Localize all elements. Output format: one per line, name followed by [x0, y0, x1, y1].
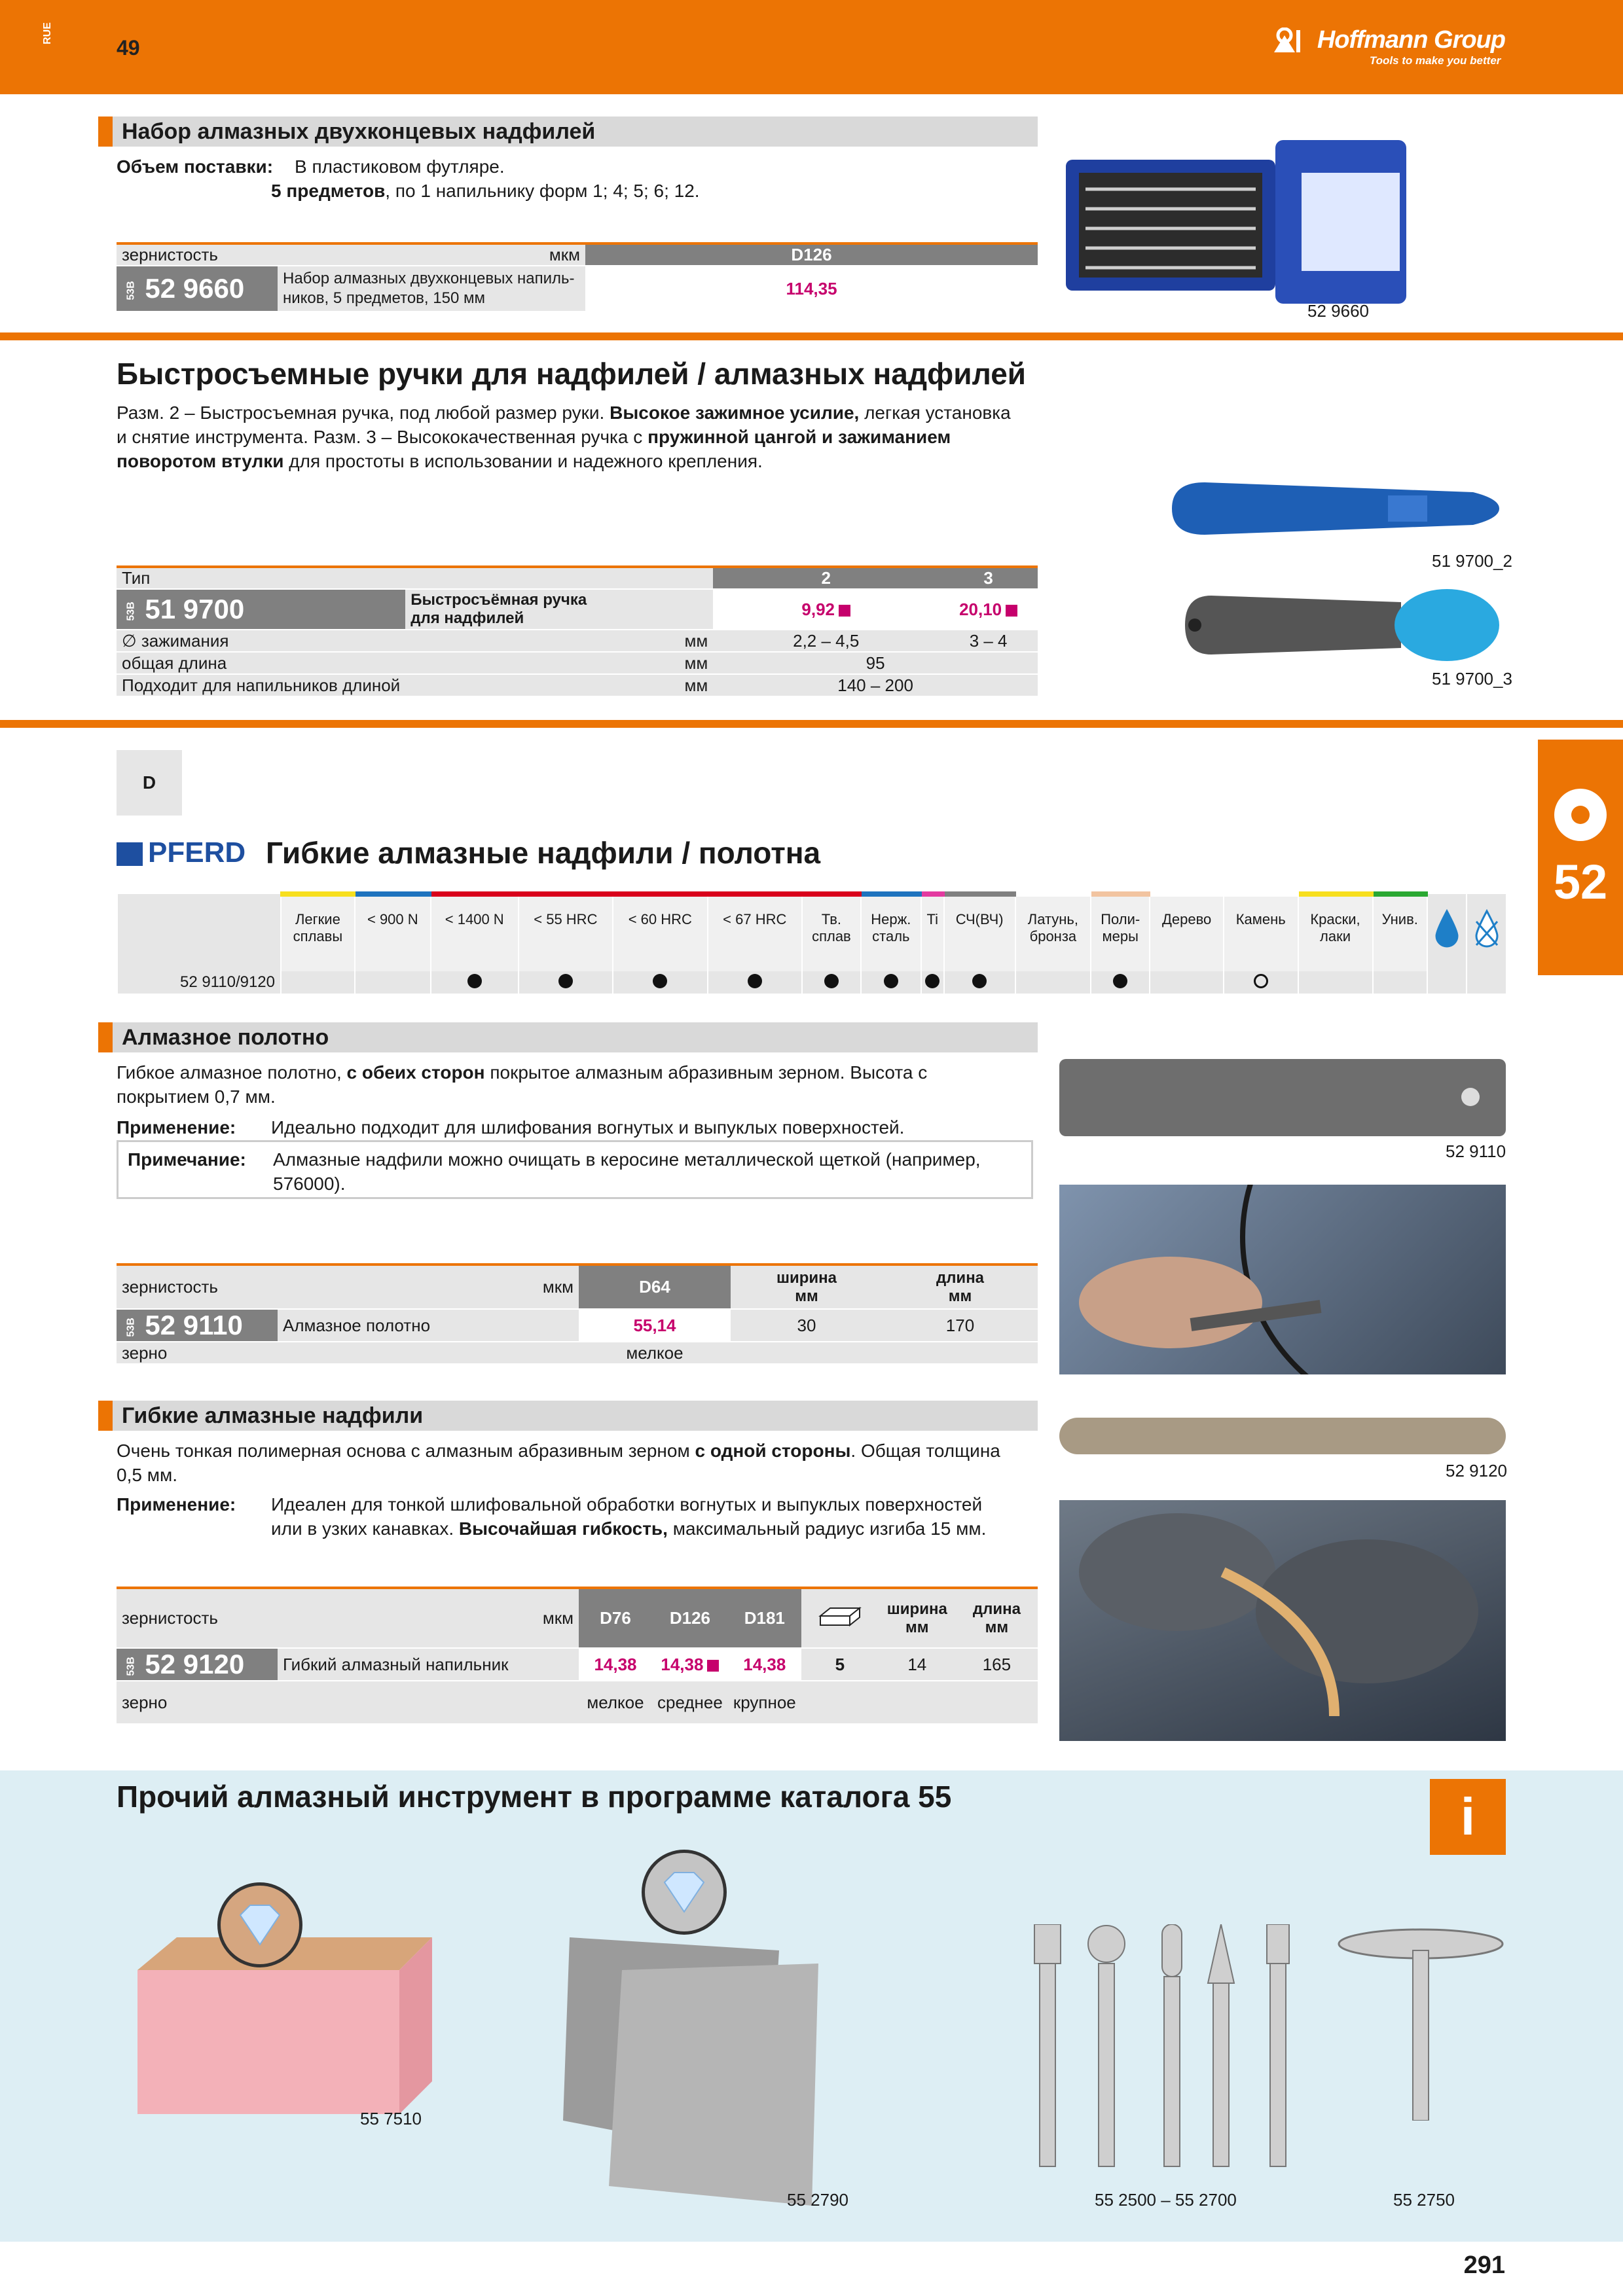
- note-line2: 576000).: [273, 1174, 346, 1194]
- flex-app2c: максимальный радиус изгиба 15 мм.: [672, 1518, 987, 1539]
- suitable-dot-icon: [467, 974, 482, 988]
- material-mark: [431, 971, 519, 994]
- note-label: Примечание:: [128, 1149, 246, 1170]
- material-mark: [944, 971, 1015, 994]
- price-d126[interactable]: [652, 1648, 728, 1681]
- chapter-number: 52: [1553, 855, 1608, 909]
- width-unit: мм: [795, 1287, 818, 1305]
- note-line1: Алмазные надфили можно очищать в керосине металлической щеткой (например,: [273, 1149, 981, 1170]
- handles-p3: для простоты в использовании и надежного крепления.: [289, 451, 763, 471]
- handle-2-image: [1165, 473, 1506, 545]
- price[interactable]: 55,14: [579, 1309, 731, 1342]
- flexfiles-desc: [117, 1439, 1046, 1487]
- price-d181[interactable]: 14,38: [728, 1648, 801, 1681]
- article-number-text: 52 9660: [145, 273, 245, 304]
- cloth-app-text: Идеально подходит для шлифования вогнутых и выпуклых поверхностей.: [271, 1117, 905, 1138]
- info-icon[interactable]: i: [1430, 1779, 1506, 1855]
- price-d76[interactable]: 14,38: [579, 1648, 652, 1681]
- materials-row-label: 52 9110/9120: [117, 971, 281, 994]
- handles-p2b: пружинной цангой и зажиманием: [647, 427, 951, 447]
- diamond-disc-image: [1336, 1924, 1506, 2121]
- caption-flexfile: 52 9120: [1446, 1461, 1507, 1480]
- handles-table: [117, 565, 1038, 697]
- width-value: 14: [879, 1648, 956, 1681]
- material-mark: [1015, 971, 1091, 994]
- price-d126-text: 14,38: [661, 1654, 704, 1674]
- diamond-file-set-image: [1059, 134, 1426, 310]
- length-value: 165: [956, 1648, 1038, 1681]
- grit-label: зернистость: [117, 1588, 278, 1648]
- grain-3: крупное: [728, 1681, 801, 1724]
- article-number[interactable]: [117, 1648, 278, 1681]
- chapter-tab: [1538, 740, 1623, 975]
- hoffmann-logo-icon: [1271, 27, 1311, 54]
- suitable-dot-icon: [558, 974, 573, 988]
- grit-col-1: D76: [579, 1588, 652, 1648]
- clamp-3: 3 – 4: [939, 630, 1038, 652]
- materials-table: [117, 891, 1506, 994]
- material-header: СЧ(ВЧ): [944, 894, 1015, 971]
- material-header: Нерж. сталь: [861, 894, 921, 971]
- note-text: [273, 1147, 1026, 1196]
- price-type2[interactable]: [713, 589, 939, 630]
- material-mark: [613, 971, 707, 994]
- length-label: длина: [936, 1268, 985, 1287]
- material-header: Дерево: [1150, 894, 1224, 971]
- cloth-p1b: с обеих сторон: [346, 1062, 485, 1083]
- material-header: < 67 HRC: [708, 894, 802, 971]
- pferd-brand: PFERD: [148, 836, 246, 869]
- section-title-flexfiles: Гибкие алмазные надфили: [98, 1401, 1038, 1431]
- drop-icon: [1427, 894, 1467, 971]
- article-number-text: 51 9700: [145, 594, 245, 624]
- price-type3-text: 20,10: [959, 599, 1002, 619]
- grit-unit: мкм: [278, 1265, 579, 1309]
- flexfile-usage-photo: [1059, 1500, 1506, 1741]
- grain-empty: [879, 1681, 956, 1724]
- suitable-dot-icon: [653, 974, 667, 988]
- width-header: [731, 1265, 883, 1309]
- note-box: [117, 1140, 1033, 1199]
- flex-app2a: или в узких канавках.: [271, 1518, 454, 1539]
- type-col3: 3: [939, 567, 1038, 589]
- material-header: < 55 HRC: [519, 894, 613, 971]
- article-desc: Гибкий алмазный напильник: [278, 1648, 579, 1681]
- set-table: [117, 242, 1038, 312]
- caption-other-4: 55 2750: [1393, 2190, 1455, 2210]
- flexible-file-image: [1059, 1418, 1506, 1454]
- cloth-p2: покрытием 0,7 мм.: [117, 1086, 276, 1107]
- price-type2-text: 9,92: [801, 599, 835, 619]
- delivery-bold: 5 предметов: [271, 181, 386, 201]
- clamp-label: ∅ зажимания: [117, 630, 405, 652]
- section-title-cloth: Алмазное полотно: [98, 1022, 1038, 1052]
- cloth-usage-photo: [1059, 1185, 1506, 1374]
- pack-icon: [801, 1588, 879, 1648]
- length-unit: мм: [948, 1287, 972, 1305]
- price[interactable]: 114,35: [585, 266, 1038, 312]
- caption-other-3: 55 2500 – 55 2700: [1095, 2190, 1237, 2210]
- flexfiles-app: [117, 1492, 1046, 1539]
- flex-p2: 0,5 мм.: [117, 1465, 177, 1485]
- cloth-app: [117, 1115, 1046, 1139]
- flex-app-text: [271, 1492, 1057, 1541]
- material-mark: [1373, 971, 1427, 994]
- suitable-dot-icon: [972, 974, 987, 988]
- clamp-2: 2,2 – 4,5: [713, 630, 939, 652]
- delivery-label: Объем поставки:: [117, 156, 274, 177]
- delivery-rest: , по 1 напильнику форм 1; 4; 5; 6; 12.: [385, 181, 700, 201]
- suitable-dot-icon: [1113, 974, 1127, 988]
- length-unit: мм: [985, 1618, 1009, 1636]
- material-header: Поли- меры: [1091, 894, 1150, 971]
- page-left-number: 49: [117, 36, 140, 60]
- brand-tagline: Tools to make you better: [1369, 54, 1501, 67]
- grit-col: D64: [579, 1265, 731, 1309]
- side-tag: RUE: [41, 22, 53, 45]
- material-mark: [355, 971, 431, 994]
- price-type3[interactable]: [939, 589, 1038, 630]
- caption-handle-3: 51 9700_3: [1432, 669, 1512, 689]
- pferd-logo: [117, 836, 246, 869]
- brand-name: Hoffmann Group: [1317, 26, 1505, 54]
- suitable-dot-icon: [824, 974, 839, 988]
- fit-value: 140 – 200: [713, 674, 1038, 696]
- article-desc: [405, 589, 713, 630]
- caption-other-2: 55 2790: [787, 2190, 848, 2210]
- length-label: длина: [972, 1600, 1021, 1618]
- desc-line2: ников, 5 предметов, 150 мм: [283, 289, 485, 307]
- handles-p1c: легкая установка: [864, 403, 1011, 423]
- width-label: ширина: [886, 1600, 947, 1618]
- material-header: Легкие сплавы: [281, 894, 355, 971]
- article-desc: Алмазное полотно: [278, 1309, 579, 1342]
- length-value: 170: [883, 1309, 1038, 1342]
- desc-line1: Быстросъёмная ручка: [410, 591, 587, 609]
- grinding-disc-icon: [1551, 785, 1610, 844]
- fit-unit: мм: [405, 674, 713, 696]
- pferd-logo-icon: [117, 842, 143, 866]
- page-number: 291: [1463, 2251, 1505, 2279]
- material-mark: [281, 971, 355, 994]
- brand-logo: [1317, 26, 1505, 67]
- grain-empty: [801, 1681, 879, 1724]
- grain-empty: [956, 1681, 1038, 1724]
- grit-label: зернистость: [117, 1265, 278, 1309]
- material-header: Ti: [921, 894, 944, 971]
- caption-handle-2: 51 9700_2: [1432, 551, 1512, 571]
- article-desc: [278, 266, 585, 312]
- section-title-flex: Гибкие алмазные надфили / полотна: [266, 836, 821, 870]
- pack-value: 5: [801, 1648, 879, 1681]
- diamond-cloth-sheets-image: [563, 1924, 825, 2206]
- caption-cloth: 52 9110: [1446, 1141, 1506, 1161]
- drop-crossed-icon: [1467, 894, 1506, 971]
- width-value: 30: [731, 1309, 883, 1342]
- section-title-other: Прочий алмазный инструмент в программе каталога 55: [117, 1780, 952, 1814]
- handles-desc: [117, 401, 1046, 473]
- flex-p1a: Очень тонкая полимерная основа с алмазным абразивным зерном: [117, 1441, 690, 1461]
- width-label: ширина: [776, 1268, 837, 1287]
- material-mark: [861, 971, 921, 994]
- diamond-badge-icon: [642, 1850, 727, 1935]
- article-prefix: 53B: [125, 601, 137, 621]
- grain-spacer: [278, 1342, 579, 1364]
- limited-dot-icon: [1254, 974, 1268, 988]
- new-marker-icon: [839, 605, 850, 617]
- grain-2: среднее: [652, 1681, 728, 1724]
- delivery-line1: В пластиковом футляре.: [295, 156, 505, 177]
- material-header: Латунь, бронза: [1015, 894, 1091, 971]
- grain-1: мелкое: [579, 1681, 652, 1724]
- material-header: < 60 HRC: [613, 894, 707, 971]
- caption-set: 52 9660: [1307, 301, 1369, 321]
- diamond-bits-image: [1015, 1924, 1303, 2173]
- new-marker-icon: [1006, 605, 1017, 617]
- grain-empty: [883, 1342, 1038, 1364]
- grain-value: мелкое: [579, 1342, 731, 1364]
- suitable-dot-icon: [748, 974, 762, 988]
- grit-col-2: D126: [652, 1588, 728, 1648]
- materials-label-cell: [117, 894, 281, 971]
- grit-col: D126: [585, 243, 1038, 266]
- length-label: общая длина: [117, 652, 405, 674]
- length-unit: мм: [405, 652, 713, 674]
- material-mark: [1091, 971, 1150, 994]
- material-mark: [1427, 971, 1467, 994]
- length-header: [883, 1265, 1038, 1309]
- material-mark: [1224, 971, 1298, 994]
- width-unit: мм: [905, 1618, 929, 1636]
- flex-app1: Идеален для тонкой шлифовальной обработки вогнутых и выпуклых поверхностей: [271, 1494, 983, 1515]
- flex-p1b: с одной стороны: [695, 1441, 851, 1461]
- material-mark: [802, 971, 861, 994]
- diamond-cloth-image: [1059, 1059, 1506, 1136]
- cloth-p1a: Гибкое алмазное полотно,: [117, 1062, 342, 1083]
- separator: [0, 720, 1623, 728]
- section-d-box: D: [117, 750, 182, 816]
- article-prefix: 53B: [125, 1318, 137, 1337]
- top-bar: [0, 0, 1623, 94]
- grit-unit: мкм: [278, 243, 585, 266]
- type-spacer: [405, 567, 713, 589]
- new-marker-icon: [707, 1660, 719, 1672]
- material-header: Камень: [1224, 894, 1298, 971]
- length-value: 95: [713, 652, 1038, 674]
- handles-p1b: Высокое зажимное усилие,: [610, 403, 860, 423]
- grain-empty: [731, 1342, 883, 1364]
- flex-app2b: Высочайшая гибкость,: [458, 1518, 668, 1539]
- material-header: < 1400 N: [431, 894, 519, 971]
- flex-app-label: Применение:: [117, 1494, 236, 1515]
- grain-label: зерно: [117, 1342, 278, 1364]
- material-header: Тв. сплав: [802, 894, 861, 971]
- article-number-text: 52 9120: [145, 1649, 245, 1679]
- grain-label: зерно: [117, 1681, 278, 1724]
- article-number[interactable]: [117, 589, 405, 630]
- handles-p3b: поворотом втулки: [117, 451, 284, 471]
- article-number-text: 52 9110: [145, 1310, 243, 1340]
- article-number[interactable]: [117, 266, 278, 312]
- grit-unit: мкм: [278, 1588, 579, 1648]
- clamp-unit: мм: [405, 630, 713, 652]
- article-prefix: 53B: [125, 1657, 137, 1676]
- delivery-block: [117, 154, 700, 203]
- material-mark: [1150, 971, 1224, 994]
- material-mark: [1298, 971, 1373, 994]
- material-header: < 900 N: [355, 894, 431, 971]
- article-number[interactable]: [117, 1309, 278, 1342]
- flex-p1c: . Общая толщина: [850, 1441, 1000, 1461]
- grit-label: зернистость: [117, 243, 278, 266]
- cloth-desc: [117, 1060, 1046, 1109]
- suitable-dot-icon: [884, 974, 898, 988]
- suitable-dot-icon: [925, 974, 939, 988]
- desc-line2: для надфилей: [410, 609, 524, 627]
- type-label: Тип: [117, 567, 405, 589]
- section-title-handles: Быстросъемные ручки для надфилей / алмазных надфилей: [117, 357, 1027, 391]
- caption-other-1: 55 7510: [360, 2109, 422, 2128]
- handles-p1: Разм. 2 – Быстросъемная ручка, под любой размер руки.: [117, 403, 605, 423]
- flexfiles-table: [117, 1587, 1038, 1725]
- material-mark: [921, 971, 944, 994]
- separator: [0, 332, 1623, 340]
- grain-spacer: [278, 1681, 579, 1724]
- section-title-set: Набор алмазных двухконцевых надфилей: [98, 117, 1038, 147]
- material-header: Унив.: [1373, 894, 1427, 971]
- material-mark: [1467, 971, 1506, 994]
- diamond-badge-icon: [217, 1882, 302, 1967]
- cloth-table: [117, 1263, 1038, 1365]
- material-mark: [708, 971, 802, 994]
- cloth-p1c: покрытое алмазным абразивным зерном. Высота с: [490, 1062, 928, 1083]
- width-header: [879, 1588, 956, 1648]
- handles-p2: и снятие инструмента. Разм. 3 – Высококачественная ручка с: [117, 427, 643, 447]
- type-col2: 2: [713, 567, 939, 589]
- handle-3-image: [1178, 583, 1499, 668]
- article-prefix: 53B: [125, 281, 137, 300]
- material-header: Краски, лаки: [1298, 894, 1373, 971]
- cloth-app-label: Применение:: [117, 1117, 236, 1138]
- desc-line1: Набор алмазных двухконцевых напиль-: [283, 270, 575, 287]
- fit-label: Подходит для напильников длиной: [117, 674, 405, 696]
- length-header: [956, 1588, 1038, 1648]
- grit-col-3: D181: [728, 1588, 801, 1648]
- material-mark: [519, 971, 613, 994]
